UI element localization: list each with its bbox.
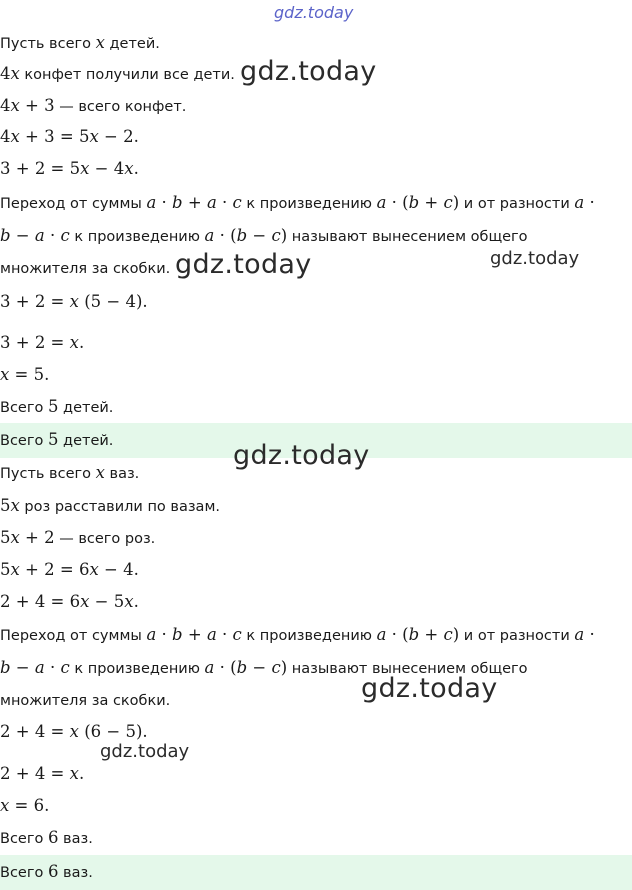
s2-equation-3: 2 + 4 = x (6 − 5).	[0, 722, 148, 741]
s2-line-total: 5x + 2 — всего роз.	[0, 528, 156, 547]
s2-rule-line-3: множителя за скобки.	[0, 693, 171, 709]
watermark-5: gdz.today	[361, 673, 498, 704]
s1-line-intro: Пусть всего x детей.	[0, 33, 160, 52]
s1-answer: Всего 5 детей.	[0, 397, 114, 416]
s2-equation-4: 2 + 4 = x.	[0, 764, 85, 783]
watermark-1: gdz.today	[240, 56, 377, 87]
s2-answer: Всего 6 ваз.	[0, 828, 93, 847]
s1-line-total: 4x + 3 — всего конфет.	[0, 96, 187, 115]
s2-line-roses: 5x роз расставили по вазам.	[0, 496, 220, 515]
watermark-3: gdz.today	[490, 248, 580, 269]
s1-equation-2: 3 + 2 = 5x − 4x.	[0, 159, 139, 178]
s2-line-intro: Пусть всего x ваз.	[0, 463, 140, 482]
watermark-6: gdz.today	[100, 741, 190, 762]
s2-equation-2: 2 + 4 = 6x − 5x.	[0, 592, 139, 611]
s2-final-answer: Всего 6 ваз.	[0, 862, 93, 881]
s1-final-answer: Всего 5 детей.	[0, 430, 114, 449]
s1-rule-line-3: множителя за скобки.	[0, 261, 171, 277]
s2-equation-1: 5x + 2 = 6x − 4.	[0, 560, 139, 579]
s2-rule-line-2: b − a · c к произведению a · (b − c) называют вынесением общего	[0, 658, 528, 677]
watermark-top: gdz.today	[274, 3, 354, 22]
s2-equation-5: x = 6.	[0, 796, 50, 815]
s1-equation-1: 4x + 3 = 5x − 2.	[0, 127, 139, 146]
answer-highlight-2	[0, 855, 632, 890]
watermark-4: gdz.today	[233, 440, 370, 471]
s1-equation-4: 3 + 2 = x.	[0, 333, 85, 352]
s2-rule-line-1: Переход от суммы a · b + a · c к произведению a · (b + c) и от разности a ·	[0, 625, 595, 644]
s1-equation-5: x = 5.	[0, 365, 50, 384]
s1-rule-line-1: Переход от суммы a · b + a · c к произведению a · (b + c) и от разности a ·	[0, 193, 595, 212]
s1-equation-3: 3 + 2 = x (5 − 4).	[0, 292, 148, 311]
s1-line-candies: 4x конфет получили все дети.	[0, 64, 235, 83]
watermark-2: gdz.today	[175, 249, 312, 280]
s1-rule-line-2: b − a · c к произведению a · (b − c) называют вынесением общего	[0, 226, 528, 245]
